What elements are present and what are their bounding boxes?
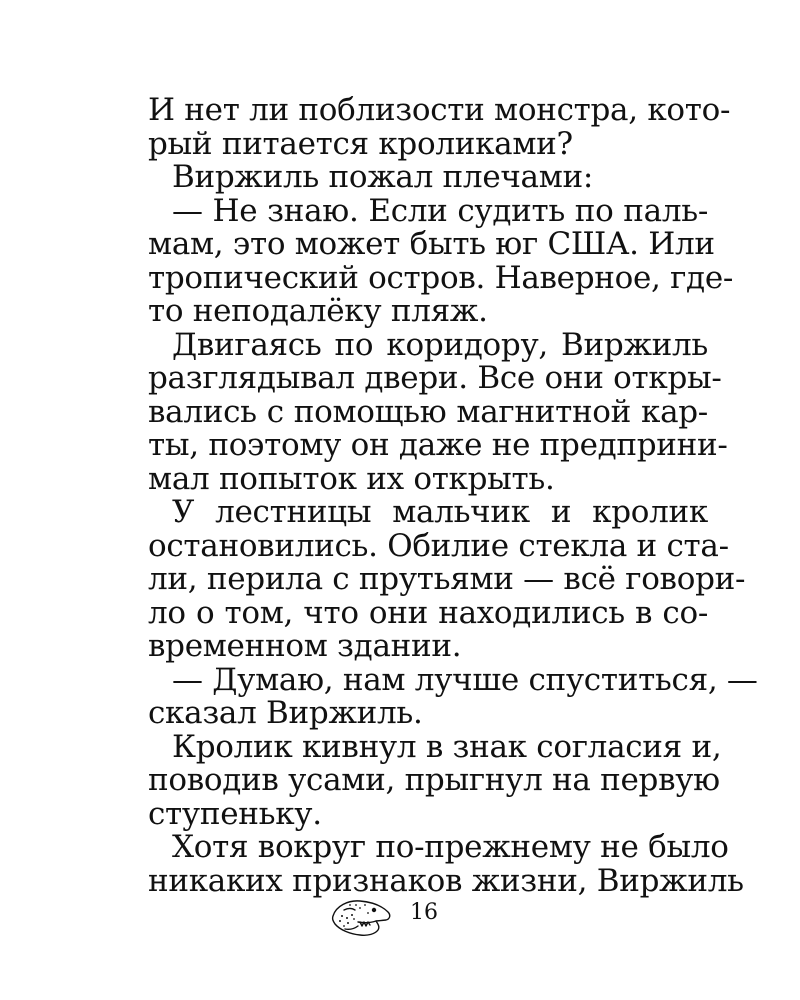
text-line: — Думаю, нам лучше спуститься, —: [172, 661, 758, 698]
text-line: остановились. Обилие стекла и ста-: [148, 527, 729, 564]
text-line: сказал Виржиль.: [148, 695, 423, 731]
text-line: ли, перила с прутьями — всё говори-: [148, 561, 746, 597]
page-footer: [330, 890, 470, 950]
text-line: никаких признаков жизни, Виржиль: [148, 862, 744, 899]
text-line: ступеньку.: [148, 795, 322, 832]
text-line: ты, поэтому он даже не предприни-: [148, 427, 728, 463]
text-line: разглядывал двери. Все они откры-: [148, 360, 722, 396]
text-line: вались с помощью магнитной кар-: [148, 393, 708, 430]
text-line: тропический остров. Наверное, где-: [148, 259, 734, 296]
text-line: то неподалёку пляж.: [148, 293, 488, 329]
text-line: И нет ли поблизости монстра, кото-: [148, 92, 731, 128]
text-line: мал попыток их открыть.: [148, 460, 555, 497]
text-line: ло о том, что они находились в со-: [148, 594, 708, 631]
text-line: У лестницы мальчик и кролик: [172, 494, 708, 530]
text-line: Кролик кивнул в знак согласия и,: [172, 728, 722, 765]
text-line: мам, это может быть юг США. Или: [148, 226, 715, 262]
text-line: Виржиль пожал плечами:: [172, 159, 594, 195]
text-line: поводив усами, прыгнул на первую: [148, 762, 720, 798]
text-line: рый питается кроликами?: [148, 125, 573, 162]
text-line: Хотя вокруг по-прежнему не было: [172, 829, 729, 865]
text-line: Двигаясь по коридору, Виржиль: [172, 326, 708, 363]
text-line: временном здании.: [148, 628, 462, 664]
page-number: 16: [410, 900, 438, 925]
dinosaur-head-icon: [330, 896, 394, 940]
text-line: — Не знаю. Если судить по паль-: [172, 192, 708, 229]
page-text: [148, 92, 758, 899]
